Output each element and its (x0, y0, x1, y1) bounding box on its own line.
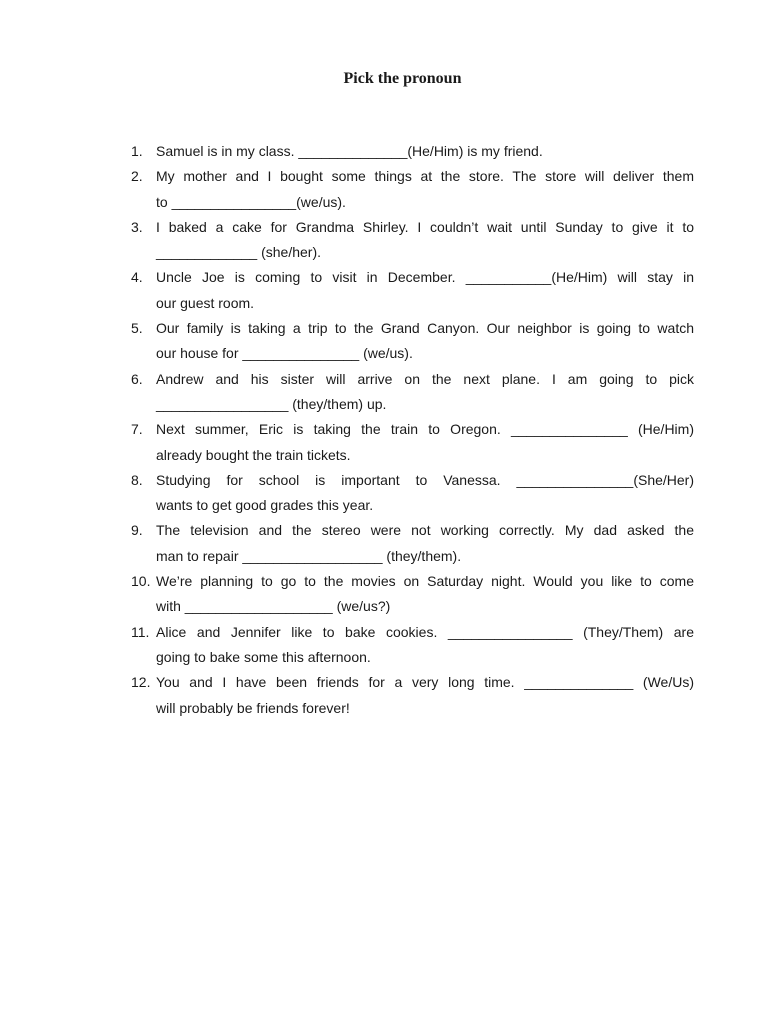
question-list (131, 139, 694, 721)
question-number: 2. (131, 168, 143, 185)
question-text (156, 518, 694, 569)
question-line: man to repair __________________ (they/them). (156, 547, 462, 564)
question-text (156, 468, 694, 519)
question-line: with ___________________ (we/us?) (156, 598, 391, 615)
question-number: 9. (131, 522, 143, 539)
question-line: going to bake some this afternoon. (156, 648, 371, 665)
question-text (156, 569, 694, 620)
question-line: our house for _______________ (we/us). (156, 345, 413, 362)
page-title: Pick the pronoun (343, 70, 462, 87)
question-text (156, 215, 694, 266)
question-item (131, 164, 694, 215)
question-number: 3. (131, 218, 143, 235)
question-item (131, 417, 694, 468)
question-number: 8. (131, 471, 143, 488)
question-item (131, 620, 694, 671)
question-number: 5. (131, 320, 143, 337)
question-text (156, 670, 694, 721)
question-line: already bought the train tickets. (156, 446, 351, 463)
question-line: our guest room. (156, 294, 255, 311)
question-item (131, 215, 694, 266)
question-line: I baked a cake for Grandma Shirley. I couldn’t wait until Sunday to give it to (156, 218, 694, 235)
question-line: Andrew and his sister will arrive on the next plane. I am going to pick (156, 370, 694, 387)
question-item (131, 569, 694, 620)
question-line: Studying for school is important to Vanessa. _______________(She/Her) (156, 471, 694, 488)
question-number: 7. (131, 421, 143, 438)
question-number: 11. (131, 623, 150, 640)
question-item (131, 670, 694, 721)
question-item (131, 518, 694, 569)
question-item (131, 139, 694, 164)
question-item (131, 265, 694, 316)
question-item (131, 367, 694, 418)
question-line: Uncle Joe is coming to visit in December. ___________(He/Him) will stay in (156, 269, 694, 286)
question-number: 6. (131, 370, 143, 387)
question-line: Alice and Jennifer like to bake cookies. ________________ (They/Them) are (156, 623, 694, 640)
question-line: _____________ (she/her). (156, 244, 322, 261)
question-text (156, 164, 694, 215)
question-text (156, 139, 694, 164)
question-line: You and I have been friends for a very long time. ______________ (We/Us) (156, 674, 694, 691)
question-number: 12. (131, 674, 151, 691)
question-line: _________________ (they/them) up. (156, 395, 387, 412)
question-text (156, 316, 694, 367)
question-number: 10. (131, 573, 151, 590)
question-line: will probably be friends forever! (156, 699, 350, 716)
question-text (156, 417, 694, 468)
question-item (131, 468, 694, 519)
question-line: to ________________(we/us). (156, 193, 346, 210)
question-line: Next summer, Eric is taking the train to Oregon. _______________ (He/Him) (156, 421, 694, 438)
question-text (156, 620, 694, 671)
question-text (156, 265, 694, 316)
question-number: 1. (131, 143, 143, 159)
question-line: wants to get good grades this year. (156, 497, 374, 514)
question-number: 4. (131, 269, 143, 286)
question-text (156, 367, 694, 418)
question-line: The television and the stereo were not working correctly. My dad asked the (156, 522, 694, 539)
question-item (131, 316, 694, 367)
question-line: Samuel is in my class. ______________(He/Him) is my friend. (156, 143, 543, 159)
question-line: Our family is taking a trip to the Grand Canyon. Our neighbor is going to watch (156, 320, 694, 337)
question-line: My mother and I bought some things at the store. The store will deliver them (156, 168, 694, 185)
question-line: We’re planning to go to the movies on Saturday night. Would you like to come (156, 573, 694, 590)
